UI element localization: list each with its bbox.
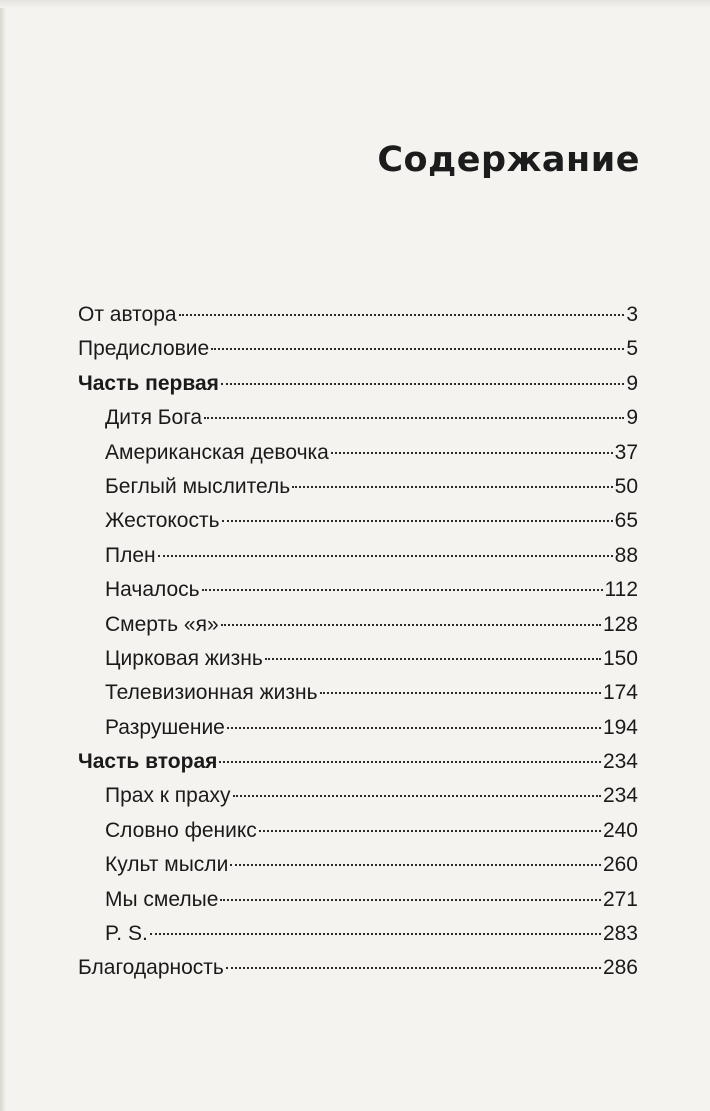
toc-entry-page-number: 271 — [602, 887, 638, 911]
dot-leader — [320, 692, 601, 694]
toc-entry-label: Разрушение — [105, 715, 225, 739]
toc-entry — [78, 676, 638, 710]
toc-entry-label: Смерть «я» — [105, 612, 219, 636]
toc-entry — [78, 642, 638, 676]
dot-leader — [220, 899, 601, 901]
toc-entry-page-number: 65 — [614, 509, 638, 533]
toc-entry-page-number: 174 — [602, 681, 638, 705]
toc-entry-label: Благодарность — [78, 956, 224, 980]
toc-entry-page-number: 234 — [602, 750, 638, 774]
toc-entry-label: Беглый мыслитель — [105, 474, 291, 498]
page-edge — [0, 0, 6, 1111]
toc-entry-page-number: 240 — [602, 818, 638, 842]
page-edge-top — [0, 0, 710, 8]
dot-leader — [202, 589, 603, 591]
toc-entry — [78, 608, 638, 642]
toc-entry — [78, 539, 638, 573]
toc-entry-label: Культ мысли — [105, 853, 229, 877]
toc-entry-label: Часть первая — [78, 371, 219, 395]
toc-entry-label: Плен — [105, 543, 156, 567]
dot-leader — [179, 314, 625, 316]
dot-leader — [221, 624, 601, 626]
toc-entry-page-number: 194 — [602, 715, 638, 739]
toc-entry-page-number: 128 — [602, 612, 638, 636]
toc-entry — [78, 917, 638, 951]
toc-entry-page-number: 283 — [602, 922, 638, 946]
dot-leader — [226, 967, 601, 969]
toc-entry-page-number: 88 — [614, 543, 638, 567]
toc-entry-page-number: 286 — [602, 956, 638, 980]
toc-entry-label: Предисловие — [78, 337, 210, 361]
toc-entry-label: Началось — [105, 578, 200, 602]
dot-leader — [292, 486, 612, 488]
toc-entry-label: Словно феникс — [105, 818, 257, 842]
toc-entry — [78, 332, 638, 366]
dot-leader — [227, 727, 601, 729]
toc-entry-label: Прах к праху — [105, 784, 231, 808]
dot-leader — [219, 761, 601, 763]
toc-entry-label: P. S. — [105, 922, 148, 946]
toc-entry-label: Жестокость — [105, 509, 220, 533]
dot-leader — [150, 933, 601, 935]
toc-entry — [78, 470, 638, 504]
toc-entry — [78, 573, 638, 607]
toc-part-heading — [78, 745, 638, 779]
dot-leader — [230, 864, 601, 866]
toc-entry — [78, 779, 638, 813]
toc-entry — [78, 298, 638, 332]
toc-entry-page-number: 50 — [614, 474, 638, 498]
dot-leader — [222, 520, 613, 522]
dot-leader — [221, 383, 624, 385]
dot-leader — [259, 830, 601, 832]
toc-entry-page-number: 260 — [602, 853, 638, 877]
toc-entry-label: Американская девочка — [105, 440, 329, 464]
toc-entry-page-number: 234 — [602, 784, 638, 808]
page-title: Содержание — [377, 140, 640, 180]
toc-entry-label: Мы смелые — [105, 887, 219, 911]
toc-entry — [78, 848, 638, 882]
table-of-contents — [78, 298, 638, 986]
toc-entry-label: Дитя Бога — [105, 406, 203, 430]
toc-entry-page-number: 37 — [614, 440, 638, 464]
dot-leader — [211, 348, 624, 350]
toc-entry-page-number: 150 — [602, 646, 638, 670]
toc-entry-label: Цирковая жизнь — [105, 646, 263, 670]
toc-entry-label: Часть вторая — [78, 750, 218, 774]
toc-entry-label: От автора — [78, 303, 177, 326]
dot-leader — [204, 417, 624, 419]
dot-leader — [331, 452, 613, 454]
toc-entry-page-number: 5 — [626, 337, 638, 361]
toc-entry-page-number: 112 — [604, 578, 638, 602]
toc-entry-label: Телевизионная жизнь — [105, 681, 318, 705]
dot-leader — [233, 795, 601, 797]
toc-entry-page-number: 9 — [626, 406, 638, 430]
toc-entry — [78, 504, 638, 538]
dot-leader — [158, 555, 613, 557]
toc-entry — [78, 883, 638, 917]
toc-entry — [78, 401, 638, 435]
toc-entry — [78, 814, 638, 848]
toc-entry-page-number: 9 — [626, 371, 638, 395]
toc-part-heading — [78, 367, 638, 401]
toc-entry-page-number: 3 — [626, 303, 638, 326]
toc-entry — [78, 951, 638, 985]
toc-entry — [78, 711, 638, 745]
dot-leader — [265, 658, 601, 660]
toc-entry — [78, 436, 638, 470]
